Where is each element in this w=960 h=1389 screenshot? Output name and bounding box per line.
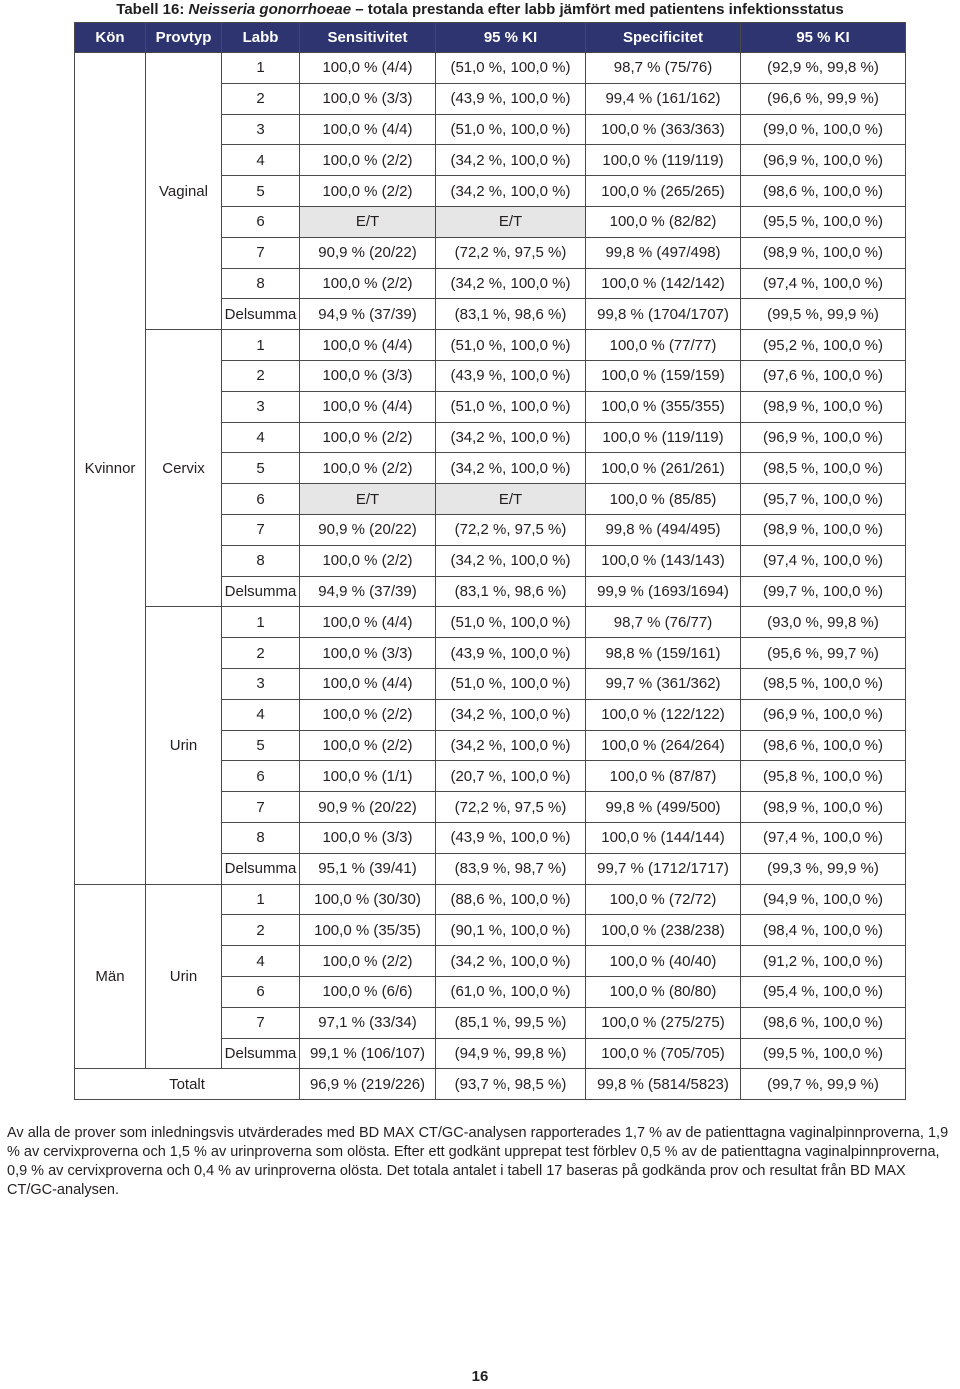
specificity-ci-cell: (96,9 %, 100,0 %) [741,145,906,176]
sensitivity-ci-cell: (51,0 %, 100,0 %) [436,53,586,84]
sensitivity-ci-cell: E/T [436,484,586,515]
sensitivity-ci-cell: (20,7 %, 100,0 %) [436,761,586,792]
sensitivity-ci-cell: (72,2 %, 97,5 %) [436,792,586,823]
provtyp-cervix: Cervix [146,330,222,607]
specificity-ci-cell: (98,9 %, 100,0 %) [741,237,906,268]
labb-cell: 3 [222,668,300,699]
specificity-cell: 99,8 % (494/495) [586,514,741,545]
specificity-cell: 100,0 % (77/77) [586,330,741,361]
specificity-ci-cell: (98,6 %, 100,0 %) [741,730,906,761]
header-spec-ci: 95 % KI [741,23,906,53]
specificity-ci-cell: (95,8 %, 100,0 %) [741,761,906,792]
labb-cell: 2 [222,638,300,669]
specificity-cell: 100,0 % (142/142) [586,268,741,299]
sensitivity-ci-cell: (90,1 %, 100,0 %) [436,915,586,946]
specificity-ci-cell: (96,9 %, 100,0 %) [741,699,906,730]
labb-cell: 1 [222,53,300,84]
specificity-cell: 100,0 % (87/87) [586,761,741,792]
specificity-cell: 100,0 % (264/264) [586,730,741,761]
table-body [75,53,906,1100]
labb-cell: 4 [222,946,300,977]
labb-cell: 5 [222,730,300,761]
caption-prefix: Tabell 16: [116,1,189,18]
specificity-ci-cell: (95,2 %, 100,0 %) [741,330,906,361]
specificity-cell: 100,0 % (119/119) [586,145,741,176]
sensitivity-ci-cell: (83,1 %, 98,6 %) [436,576,586,607]
sensitivity-cell: 100,0 % (4/4) [300,607,436,638]
sensitivity-ci-cell: (43,9 %, 100,0 %) [436,360,586,391]
sensitivity-cell: E/T [300,484,436,515]
sensitivity-ci-cell: (83,9 %, 98,7 %) [436,853,586,884]
labb-cell: 2 [222,83,300,114]
specificity-ci-cell: (97,6 %, 100,0 %) [741,360,906,391]
specificity-cell: 99,7 % (1712/1717) [586,853,741,884]
sensitivity-cell: 90,9 % (20/22) [300,237,436,268]
labb-cell: 2 [222,360,300,391]
labb-cell: 1 [222,607,300,638]
sensitivity-ci-cell: (34,2 %, 100,0 %) [436,545,586,576]
labb-cell: 3 [222,391,300,422]
sensitivity-cell: 100,0 % (3/3) [300,83,436,114]
table-row [75,330,906,361]
table-row [75,884,906,915]
sensitivity-cell: 100,0 % (4/4) [300,53,436,84]
specificity-ci-cell: (95,4 %, 100,0 %) [741,976,906,1007]
labb-cell: Delsumma [222,576,300,607]
sensitivity-cell: 100,0 % (3/3) [300,360,436,391]
specificity-ci-cell: (99,5 %, 99,9 %) [741,299,906,330]
specificity-ci-cell: (98,5 %, 100,0 %) [741,453,906,484]
sensitivity-cell: 100,0 % (3/3) [300,822,436,853]
specificity-ci-cell: (99,3 %, 99,9 %) [741,853,906,884]
sensitivity-cell: 90,9 % (20/22) [300,514,436,545]
table-row [75,53,906,84]
sensitivity-cell: 100,0 % (2/2) [300,545,436,576]
table-caption [0,0,960,22]
specificity-ci-cell: (98,9 %, 100,0 %) [741,514,906,545]
specificity-ci-cell: (98,5 %, 100,0 %) [741,668,906,699]
sensitivity-cell: 100,0 % (4/4) [300,330,436,361]
specificity-cell: 100,0 % (122/122) [586,699,741,730]
header-sens-ci: 95 % KI [436,23,586,53]
specificity-ci-cell: (95,6 %, 99,7 %) [741,638,906,669]
specificity-cell: 99,4 % (161/162) [586,83,741,114]
total-specificity: 99,8 % (5814/5823) [586,1069,741,1100]
specificity-cell: 100,0 % (143/143) [586,545,741,576]
labb-cell: 1 [222,330,300,361]
kon-man: Män [75,884,146,1069]
specificity-cell: 100,0 % (275/275) [586,1007,741,1038]
specificity-cell: 100,0 % (355/355) [586,391,741,422]
sensitivity-cell: 97,1 % (33/34) [300,1007,436,1038]
sensitivity-ci-cell: (34,2 %, 100,0 %) [436,422,586,453]
sensitivity-ci-cell: (72,2 %, 97,5 %) [436,514,586,545]
specificity-ci-cell: (98,6 %, 100,0 %) [741,176,906,207]
specificity-cell: 100,0 % (265/265) [586,176,741,207]
labb-cell: 2 [222,915,300,946]
specificity-cell: 99,8 % (499/500) [586,792,741,823]
specificity-cell: 100,0 % (705/705) [586,1038,741,1069]
sensitivity-cell: 99,1 % (106/107) [300,1038,436,1069]
sensitivity-ci-cell: (51,0 %, 100,0 %) [436,330,586,361]
sensitivity-cell: 100,0 % (2/2) [300,422,436,453]
sensitivity-cell: 100,0 % (6/6) [300,976,436,1007]
labb-cell: 7 [222,792,300,823]
sensitivity-ci-cell: (94,9 %, 99,8 %) [436,1038,586,1069]
total-sensitivity-ci: (93,7 %, 98,5 %) [436,1069,586,1100]
sensitivity-ci-cell: (34,2 %, 100,0 %) [436,453,586,484]
sensitivity-ci-cell: (34,2 %, 100,0 %) [436,145,586,176]
sensitivity-cell: 94,9 % (37/39) [300,299,436,330]
caption-rest: – totala prestanda efter labb jämfört med patientens infektionsstatus [351,1,844,18]
sensitivity-ci-cell: (43,9 %, 100,0 %) [436,822,586,853]
sensitivity-cell: 100,0 % (35/35) [300,915,436,946]
specificity-cell: 100,0 % (144/144) [586,822,741,853]
specificity-cell: 99,7 % (361/362) [586,668,741,699]
specificity-cell: 99,9 % (1693/1694) [586,576,741,607]
provtyp-vaginal: Vaginal [146,53,222,330]
specificity-ci-cell: (95,7 %, 100,0 %) [741,484,906,515]
sensitivity-cell: 100,0 % (2/2) [300,268,436,299]
sensitivity-cell: 90,9 % (20/22) [300,792,436,823]
sensitivity-ci-cell: E/T [436,206,586,237]
specificity-cell: 100,0 % (80/80) [586,976,741,1007]
labb-cell: 6 [222,976,300,1007]
sensitivity-ci-cell: (34,2 %, 100,0 %) [436,268,586,299]
specificity-cell: 100,0 % (363/363) [586,114,741,145]
provtyp-urin-kvinnor: Urin [146,607,222,884]
labb-cell: 3 [222,114,300,145]
sensitivity-ci-cell: (88,6 %, 100,0 %) [436,884,586,915]
footnote: Av alla de prover som inledningsvis utvärderades med BD MAX CT/GC-analysen rapporterades 1,7 % av de patienttagna vaginalpinnproverna, 1,9 % av cervixproverna och 1,5 % av urinproverna som olösta. Efter ett godkänt upprepat test förblev 0,5 % av de patienttagna vaginalpinnproverna, 0,9 % av cervixproverna och 0,4 % av urinproverna olösta. Det totala antalet i tabell 17 baseras på godkända prov och resultat från BD MAX CT/GC-analysen. [7,1125,949,1198]
sensitivity-cell: 100,0 % (4/4) [300,391,436,422]
labb-cell: Delsumma [222,1038,300,1069]
specificity-ci-cell: (92,9 %, 99,8 %) [741,53,906,84]
labb-cell: Delsumma [222,853,300,884]
labb-cell: 8 [222,822,300,853]
sensitivity-cell: 100,0 % (4/4) [300,114,436,145]
specificity-ci-cell: (91,2 %, 100,0 %) [741,946,906,977]
header-specificitet: Specificitet [586,23,741,53]
specificity-ci-cell: (99,0 %, 100,0 %) [741,114,906,145]
labb-cell: 5 [222,453,300,484]
sensitivity-cell: 100,0 % (4/4) [300,668,436,699]
sensitivity-cell: 100,0 % (2/2) [300,176,436,207]
sensitivity-cell: 94,9 % (37/39) [300,576,436,607]
labb-cell: 7 [222,514,300,545]
specificity-ci-cell: (97,4 %, 100,0 %) [741,545,906,576]
sensitivity-ci-cell: (83,1 %, 98,6 %) [436,299,586,330]
header-sensitivitet: Sensitivitet [300,23,436,53]
caption-species: Neisseria gonorrhoeae [188,1,352,18]
specificity-ci-cell: (98,9 %, 100,0 %) [741,391,906,422]
specificity-cell: 100,0 % (85/85) [586,484,741,515]
sensitivity-cell: 100,0 % (3/3) [300,638,436,669]
sensitivity-ci-cell: (34,2 %, 100,0 %) [436,730,586,761]
specificity-cell: 98,7 % (75/76) [586,53,741,84]
sensitivity-cell: 95,1 % (39/41) [300,853,436,884]
sensitivity-ci-cell: (85,1 %, 99,5 %) [436,1007,586,1038]
sensitivity-ci-cell: (43,9 %, 100,0 %) [436,83,586,114]
sensitivity-ci-cell: (51,0 %, 100,0 %) [436,668,586,699]
specificity-cell: 99,8 % (497/498) [586,237,741,268]
specificity-cell: 100,0 % (72/72) [586,884,741,915]
total-row [75,1069,906,1100]
sensitivity-cell: 100,0 % (2/2) [300,145,436,176]
specificity-cell: 98,7 % (76/77) [586,607,741,638]
specificity-ci-cell: (93,0 %, 99,8 %) [741,607,906,638]
specificity-cell: 100,0 % (40/40) [586,946,741,977]
specificity-ci-cell: (94,9 %, 100,0 %) [741,884,906,915]
specificity-cell: 100,0 % (238/238) [586,915,741,946]
sensitivity-ci-cell: (51,0 %, 100,0 %) [436,114,586,145]
totalt-label: Totalt [75,1069,300,1100]
sensitivity-ci-cell: (61,0 %, 100,0 %) [436,976,586,1007]
sensitivity-cell: 100,0 % (2/2) [300,699,436,730]
specificity-ci-cell: (96,6 %, 99,9 %) [741,83,906,114]
total-specificity-ci: (99,7 %, 99,9 %) [741,1069,906,1100]
sensitivity-ci-cell: (51,0 %, 100,0 %) [436,607,586,638]
sensitivity-ci-cell: (43,9 %, 100,0 %) [436,638,586,669]
specificity-ci-cell: (98,6 %, 100,0 %) [741,1007,906,1038]
labb-cell: 6 [222,484,300,515]
provtyp-urin-man: Urin [146,884,222,1069]
header-labb: Labb [222,23,300,53]
labb-cell: 4 [222,145,300,176]
sensitivity-cell: 100,0 % (2/2) [300,453,436,484]
specificity-ci-cell: (96,9 %, 100,0 %) [741,422,906,453]
specificity-cell: 100,0 % (119/119) [586,422,741,453]
sensitivity-cell: 100,0 % (30/30) [300,884,436,915]
specificity-ci-cell: (95,5 %, 100,0 %) [741,206,906,237]
labb-cell: Delsumma [222,299,300,330]
sensitivity-ci-cell: (72,2 %, 97,5 %) [436,237,586,268]
labb-cell: 4 [222,699,300,730]
labb-cell: 7 [222,237,300,268]
labb-cell: 4 [222,422,300,453]
sensitivity-cell: 100,0 % (2/2) [300,946,436,977]
sensitivity-ci-cell: (34,2 %, 100,0 %) [436,699,586,730]
sensitivity-cell: E/T [300,206,436,237]
specificity-ci-cell: (98,4 %, 100,0 %) [741,915,906,946]
specificity-cell: 98,8 % (159/161) [586,638,741,669]
kon-kvinnor: Kvinnor [75,53,146,885]
labb-cell: 5 [222,176,300,207]
page-number: 16 [471,1368,489,1385]
specificity-cell: 99,8 % (1704/1707) [586,299,741,330]
header-provtyp: Provtyp [146,23,222,53]
sensitivity-ci-cell: (34,2 %, 100,0 %) [436,946,586,977]
specificity-cell: 100,0 % (261/261) [586,453,741,484]
results-table [74,22,906,1100]
total-sensitivity: 96,9 % (219/226) [300,1069,436,1100]
sensitivity-cell: 100,0 % (2/2) [300,730,436,761]
header-kon: Kön [75,23,146,53]
specificity-ci-cell: (99,7 %, 100,0 %) [741,576,906,607]
sensitivity-cell: 100,0 % (1/1) [300,761,436,792]
specificity-cell: 100,0 % (82/82) [586,206,741,237]
specificity-ci-cell: (97,4 %, 100,0 %) [741,268,906,299]
specificity-cell: 100,0 % (159/159) [586,360,741,391]
specificity-ci-cell: (98,9 %, 100,0 %) [741,792,906,823]
labb-cell: 8 [222,545,300,576]
specificity-ci-cell: (97,4 %, 100,0 %) [741,822,906,853]
specificity-ci-cell: (99,5 %, 100,0 %) [741,1038,906,1069]
labb-cell: 7 [222,1007,300,1038]
labb-cell: 6 [222,761,300,792]
labb-cell: 1 [222,884,300,915]
header-row [75,23,906,53]
labb-cell: 6 [222,206,300,237]
sensitivity-ci-cell: (51,0 %, 100,0 %) [436,391,586,422]
labb-cell: 8 [222,268,300,299]
sensitivity-ci-cell: (34,2 %, 100,0 %) [436,176,586,207]
table-row [75,607,906,638]
